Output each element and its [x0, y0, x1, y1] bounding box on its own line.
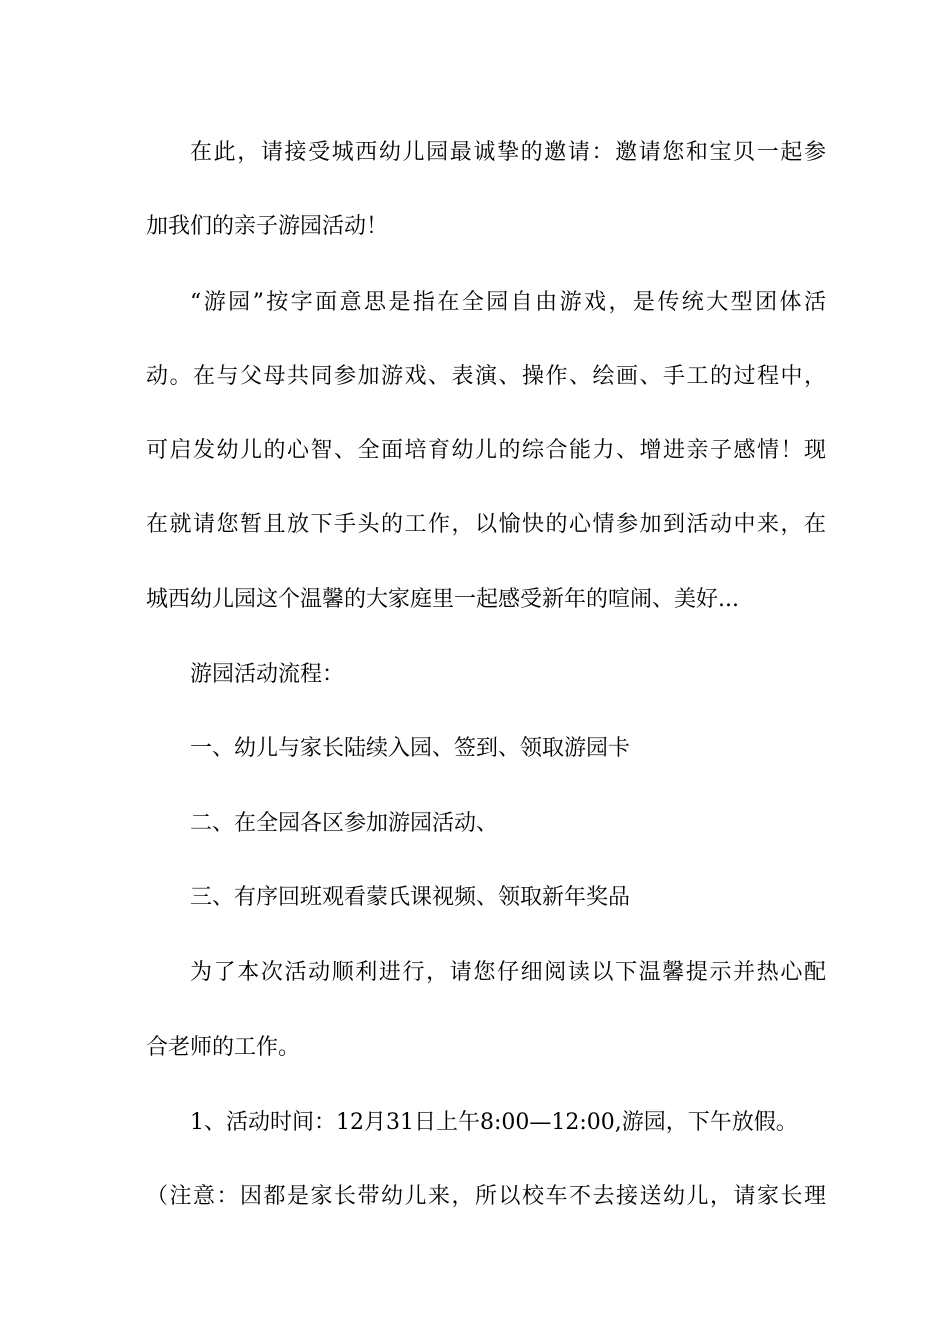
activity-note-line: （注意：因都是家长带幼儿来，所以校车不去接送幼儿，请家长理: [146, 1184, 826, 1209]
schedule-heading: 游园活动流程：: [190, 662, 345, 687]
paragraph-intro-line-3: 可启发幼儿的心智、全面培育幼儿的综合能力、增进亲子感情！现: [146, 438, 826, 463]
paragraph-intro-line-5: 城西幼儿园这个温馨的大家庭里一起感受新年的喧闹、美好...: [146, 587, 739, 612]
schedule-item-2: 二、在全园各区参加游园活动、: [190, 811, 499, 836]
paragraph-invitation-line-2: 加我们的亲子游园活动！: [146, 214, 389, 239]
paragraph-notice-line-1: 为了本次活动顺利进行，请您仔细阅读以下温馨提示并热心配: [190, 960, 826, 985]
paragraph-notice-line-2: 合老师的工作。: [146, 1035, 301, 1060]
paragraph-intro-line-2: 动。在与父母共同参加游戏、表演、操作、绘画、手工的过程中，: [146, 364, 826, 389]
paragraph-intro-line-1: “游园”按字面意思是指在全园自由游戏，是传统大型团体活: [190, 290, 826, 315]
paragraph-invitation-line-1: 在此，请接受城西幼儿园最诚挚的邀请：邀请您和宝贝一起参: [190, 140, 826, 165]
paragraph-intro-line-4: 在就请您暂且放下手头的工作，以愉快的心情参加到活动中来，在: [146, 512, 826, 537]
schedule-item-1: 一、幼儿与家长陆续入园、签到、领取游园卡: [190, 736, 631, 761]
schedule-item-3: 三、有序回班观看蒙氏课视频、领取新年奖品: [190, 885, 631, 910]
activity-time-line: 1、活动时间：12月31日上午8:00—12:00,游园，下午放假。: [190, 1110, 798, 1135]
